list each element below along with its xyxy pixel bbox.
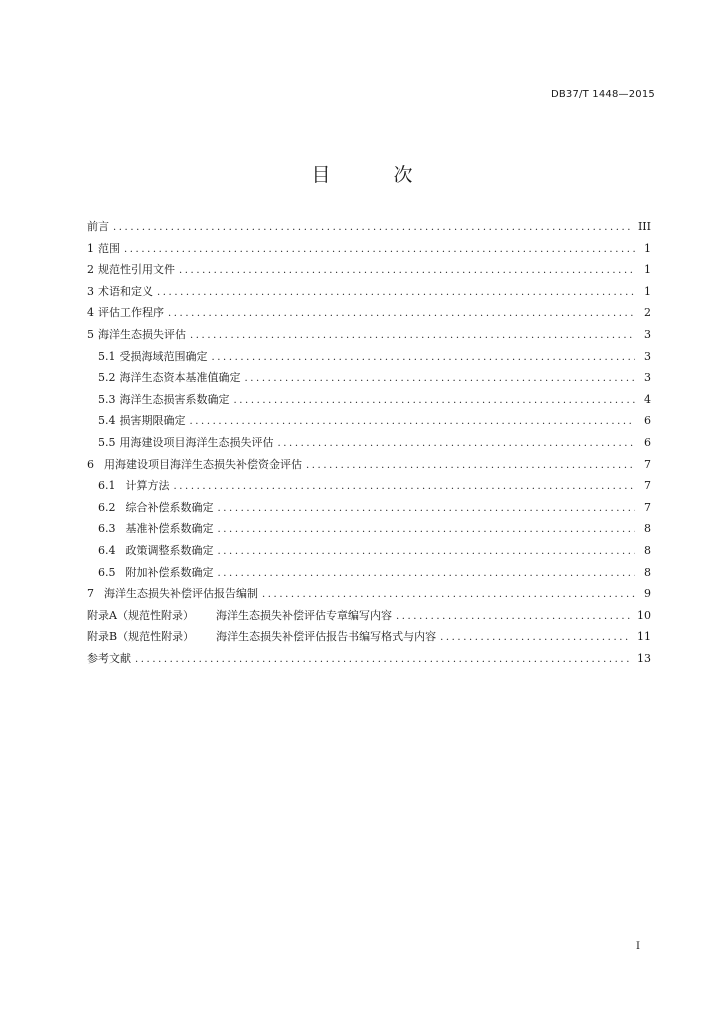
dot-leader [245,373,636,384]
toc-entry-text: 规范性引用文件 [98,263,175,277]
toc-entry[interactable] [87,412,651,434]
toc-entry-label [87,261,175,277]
toc-entry-label [98,499,214,515]
toc-entry-number: 6.2 [98,500,116,514]
toc-entry[interactable] [87,304,651,326]
dot-leader [212,352,636,363]
dot-leader [396,611,631,622]
toc-entry-number: 6.4 [98,543,116,557]
toc-entry[interactable] [87,240,651,262]
toc-entry[interactable] [87,348,651,370]
toc-entry-label [98,412,186,428]
toc-entry-number: 6.1 [98,479,116,493]
dot-leader [190,416,636,427]
dot-leader [218,503,636,514]
toc-entry-text: 前言 [87,220,109,233]
toc-entry-text: 海洋生态损失补偿评估专章编写内容 [215,608,392,622]
toc-entry-number: 2 [87,263,94,277]
toc-entry-text: 基准补偿系数确定 [125,522,214,536]
toc-entry-number: 附录B（规范性附录） [87,630,195,644]
toc-entry[interactable] [87,369,651,391]
toc-entry-text: 用海建设项目海洋生态损失评估 [119,435,274,449]
toc-entry-number: 6.3 [98,522,116,536]
dot-leader [179,265,635,276]
toc-entry-text: 政策调整系数确定 [125,543,214,557]
toc-entry[interactable] [87,585,651,607]
toc-entry-page: 10 [637,608,651,622]
toc-entry-number: 4 [87,306,94,320]
toc-entry-text: 计算方法 [125,479,170,493]
toc-entry-label [87,304,164,320]
toc-entry-label [98,434,274,450]
toc-entry-label [98,542,214,558]
toc-entry-text: 海洋生态损失补偿评估报告编制 [104,587,258,601]
dot-leader [157,287,635,298]
toc-entry-text: 术语和定义 [98,284,153,298]
dot-leader [262,589,635,600]
toc-entry-page: 1 [644,284,651,298]
toc-entry-number: 5.4 [98,414,116,428]
standard-code: DB37/T 1448—2015 [550,89,655,100]
toc-entry-label [87,283,153,299]
toc-entry-number: 5.5 [98,435,116,449]
dot-leader [135,654,631,665]
toc-entry-number: 7 [87,587,94,601]
toc-entry-page: 1 [644,241,651,255]
toc-entry-page: 1 [644,263,651,277]
toc-entry-page: 7 [644,479,651,493]
dot-leader [190,330,635,341]
dot-leader [218,524,636,535]
toc-entry[interactable] [87,542,651,564]
toc-entry[interactable] [87,564,651,586]
toc-entry-label [98,477,170,493]
toc-entry-text: 范围 [98,241,120,255]
toc-entry[interactable] [87,499,651,521]
toc-entry-text: 海洋生态资本基准值确定 [119,371,241,385]
toc-entry-page: 3 [644,327,651,341]
toc-entry[interactable] [87,456,651,478]
toc-entry-label [87,326,186,342]
toc-entry-number: 5.3 [98,392,116,406]
toc-entry-number: 附录A（规范性附录） [87,608,194,622]
toc-entry-text: 评估工作程序 [98,306,164,320]
toc-entry[interactable] [87,218,651,240]
dot-leader [306,460,635,471]
toc-entry-page: 8 [644,543,651,557]
toc-entry-number: 5 [87,327,94,341]
toc-entry-text: 附加补偿系数确定 [125,565,214,579]
toc-entry-label [98,564,214,580]
dot-leader [234,395,636,406]
toc-entry-page: 11 [637,630,651,644]
dot-leader [218,546,636,557]
toc-entry-text: 海洋生态损失补偿评估报告书编写格式与内容 [216,630,437,644]
toc-entry[interactable] [87,628,651,650]
toc-title: 目 次 [311,164,435,186]
dot-leader [278,438,636,449]
dot-leader [168,308,635,319]
toc-entry-label [98,348,208,364]
toc-entry-label [98,520,214,536]
toc-entry-number: 6.5 [98,565,116,579]
toc-entry-label [87,628,436,644]
dot-leader [440,632,631,643]
toc-entry-page: 8 [644,522,651,536]
toc-entry-page: 9 [644,587,651,601]
toc-entry-label [87,607,392,623]
toc-entry-text: 参考文献 [87,651,131,665]
toc-entry-text: 损害期限确定 [119,414,186,428]
toc-entry-page: 13 [637,651,651,665]
toc-entry-page: 2 [644,306,651,320]
toc-entry-page: 6 [644,414,651,428]
toc-entry-page: 7 [644,457,651,471]
toc-entry-number: 5.2 [98,371,116,385]
dot-leader [124,244,635,255]
table-of-contents [87,218,651,671]
toc-entry[interactable] [87,434,651,456]
toc-entry-label [87,456,302,472]
toc-entry-page: 3 [644,349,651,363]
toc-entry-text: 综合补偿系数确定 [125,500,214,514]
toc-entry-label [87,218,109,234]
toc-entry-label [87,240,120,256]
toc-entry-page: 6 [644,435,651,449]
toc-entry-label [98,391,230,407]
toc-entry[interactable] [87,520,651,542]
toc-entry-text: 海洋生态损害系数确定 [119,392,230,406]
toc-entry-label [98,369,241,385]
toc-entry-text: 受损海域范围确定 [119,349,208,363]
toc-entry-number: 5.1 [98,349,116,363]
toc-entry[interactable] [87,650,651,672]
toc-entry-page: 8 [644,565,651,579]
toc-entry[interactable] [87,261,651,283]
page-number: I [636,941,640,952]
toc-entry-text: 用海建设项目海洋生态损失补偿资金评估 [104,457,302,471]
toc-entry-page: 4 [644,392,651,406]
toc-entry-label [87,585,258,601]
toc-entry[interactable] [87,326,651,348]
toc-entry[interactable] [87,477,651,499]
toc-entry[interactable] [87,391,651,413]
toc-entry-text: 海洋生态损失评估 [98,327,186,341]
dot-leader [218,568,636,579]
toc-entry-number: 1 [87,241,94,255]
dot-leader [174,481,636,492]
toc-entry-page: III [637,220,651,233]
toc-entry-page: 7 [644,500,651,514]
toc-entry[interactable] [87,607,651,629]
toc-entry-number: 3 [87,284,94,298]
toc-entry[interactable] [87,283,651,305]
dot-leader [113,222,632,233]
toc-entry-page: 3 [644,371,651,385]
toc-entry-label [87,650,131,666]
toc-entry-number: 6 [87,457,94,471]
